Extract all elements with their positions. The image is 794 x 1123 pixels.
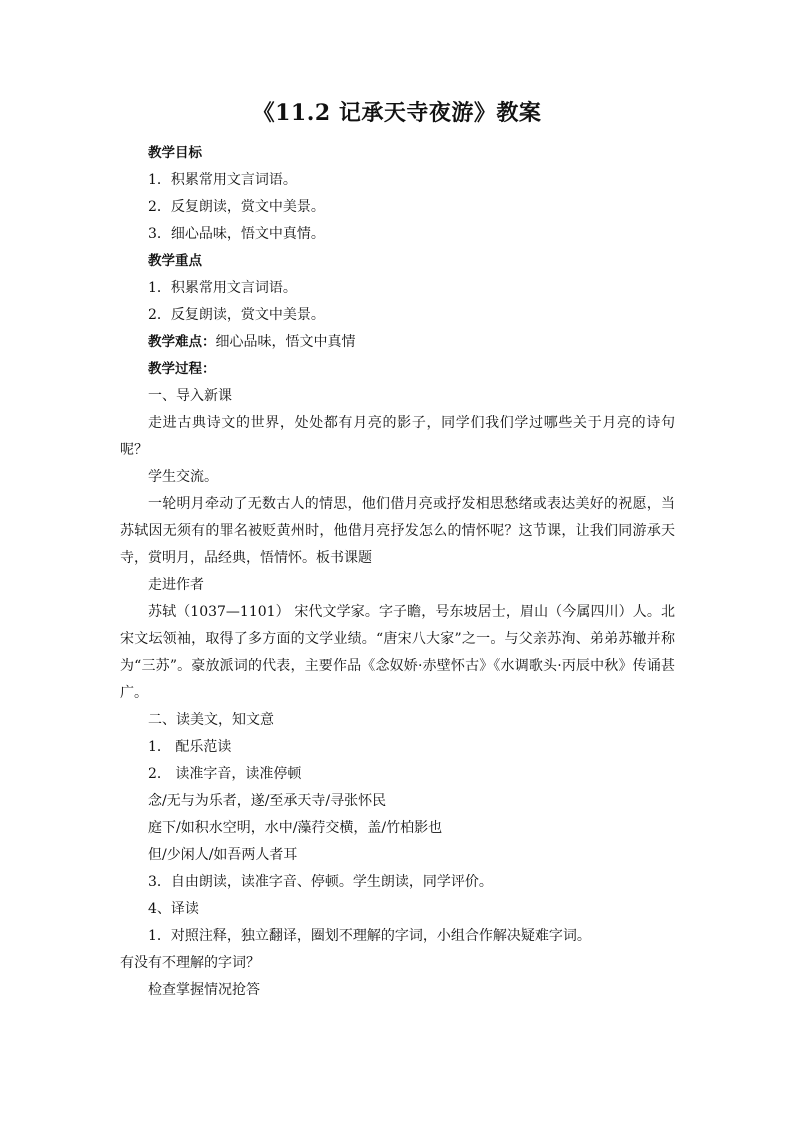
difficulty-text: 细心品味，悟文中真情 <box>215 334 356 350</box>
text-line: 检查掌握情况抢答 <box>148 982 260 998</box>
step-heading: 二、读美文，知文意 <box>148 712 274 728</box>
pause-line: 庭下/如积水空明，水中/藻荇交横，盖/竹柏影也 <box>148 820 443 836</box>
paragraph: 一轮明月牵动了无数古人的情思，他们借月亮或抒发相思愁绪或表达美好的祝愿，当苏轼因无须有的罪名被贬黄州时，他借月亮抒发怎么的情怀呢？这节课，让我们同游承天寺，赏明月，品经典，悟情怀。板书课题 <box>120 496 675 566</box>
difficulty-line <box>120 329 675 356</box>
section-heading-process: 教学过程： <box>148 361 216 377</box>
list-item: 3．自由朗读，读准字音、停顿。学生朗读，同学评价。 <box>148 874 493 890</box>
text-line: 学生交流。 <box>148 469 218 485</box>
author-paragraph: 苏轼（1037—1101） 宋代文学家。字子瞻，号东坡居士，眉山（今属四川）人。北宋文坛领袖，取得了多方面的文学业绩。“唐宋八大家”之一。与父亲苏洵、弟弟苏辙并称为“三苏”。豪放派词的代表，主要作品《念奴娇·赤壁怀古》《水调歌头·丙辰中秋》传诵甚广。 <box>120 604 675 701</box>
objective-item: 2．反复朗读，赏文中美景。 <box>148 199 325 215</box>
question-line: 有没有不理解的字词？ <box>120 955 260 971</box>
step-heading: 4、译读 <box>148 901 199 917</box>
document-body <box>120 140 675 1004</box>
pause-line: 但/少闲人/如吾两人者耳 <box>148 847 298 863</box>
list-item: 2． 读准字音，读准停顿 <box>148 766 302 782</box>
pause-line: 念/无与为乐者，遂/至承天寺/寻张怀民 <box>148 793 387 809</box>
list-item: 1． 配乐范读 <box>148 739 232 755</box>
list-item: 1．对照注释，独立翻译，圈划不理解的字词，小组合作解决疑难字词。 <box>148 928 591 944</box>
key-point-item: 2．反复朗读，赏文中美景。 <box>148 307 325 323</box>
text-line: 走进作者 <box>148 577 204 593</box>
objective-item: 1．积累常用文言词语。 <box>148 172 297 188</box>
key-point-item: 1．积累常用文言词语。 <box>148 280 297 296</box>
difficulty-label: 教学难点： <box>148 334 216 350</box>
objective-item: 3．细心品味，悟文中真情。 <box>148 226 325 242</box>
section-heading-objectives: 教学目标 <box>148 145 202 161</box>
section-heading-key-points: 教学重点 <box>148 253 202 269</box>
step-heading: 一、导入新课 <box>148 388 232 404</box>
paragraph: 走进古典诗文的世界，处处都有月亮的影子，同学们我们学过哪些关于月亮的诗句呢？ <box>120 415 675 458</box>
document-title: 《11.2 记承天寺夜游》教案 <box>252 100 542 126</box>
